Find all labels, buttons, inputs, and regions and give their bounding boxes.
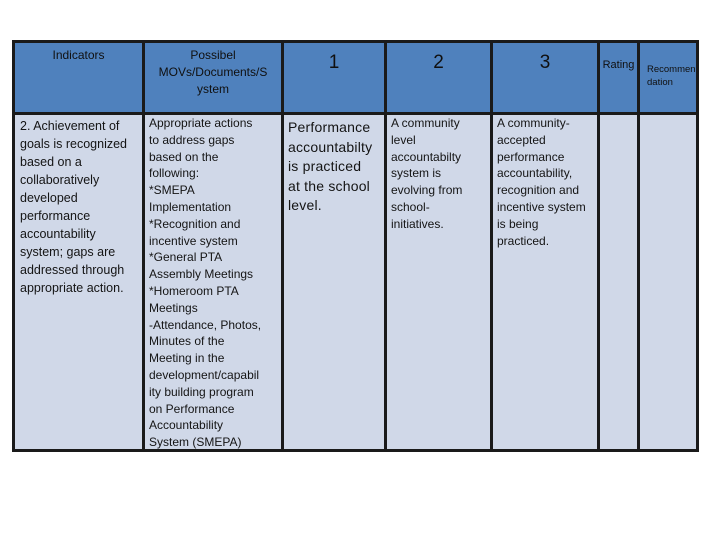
cell-recommendation[interactable] <box>640 115 696 449</box>
header-level-2: 2 <box>387 43 490 112</box>
header-level-3: 3 <box>493 43 597 112</box>
cell-level-3: A community- accepted performance accountability, recognition and incentive system is being practiced. <box>493 115 597 449</box>
cell-rating[interactable] <box>600 115 637 449</box>
cell-movs: Appropriate actions to address gaps based on the following: *SMEPA Implementation *Recognition and incentive system *General PTA Assembly Meetings *Homeroom PTA Meetings -Attendance, Photos, Minutes of the Meeting in the development/capabil ity building program on Performance Accountability System (SMEPA) <box>145 115 281 449</box>
cell-level-1: Performance accountabilty is practiced at the school level. <box>284 115 384 449</box>
cell-level-2: A community level accountabilty system is evolving from school- initiatives. <box>387 115 490 449</box>
assessment-table <box>12 40 699 452</box>
header-indicators: Indicators <box>15 43 142 112</box>
header-rating: Rating <box>600 43 637 112</box>
header-level-1: 1 <box>284 43 384 112</box>
cell-indicator: 2. Achievement of goals is recognized based on a collaboratively developed performance accountability system; gaps are addressed through appropriate action. <box>15 115 142 449</box>
header-movs: Possibel MOVs/Documents/S ystem <box>145 43 281 112</box>
header-recommendation: Recommen dation <box>640 43 696 112</box>
